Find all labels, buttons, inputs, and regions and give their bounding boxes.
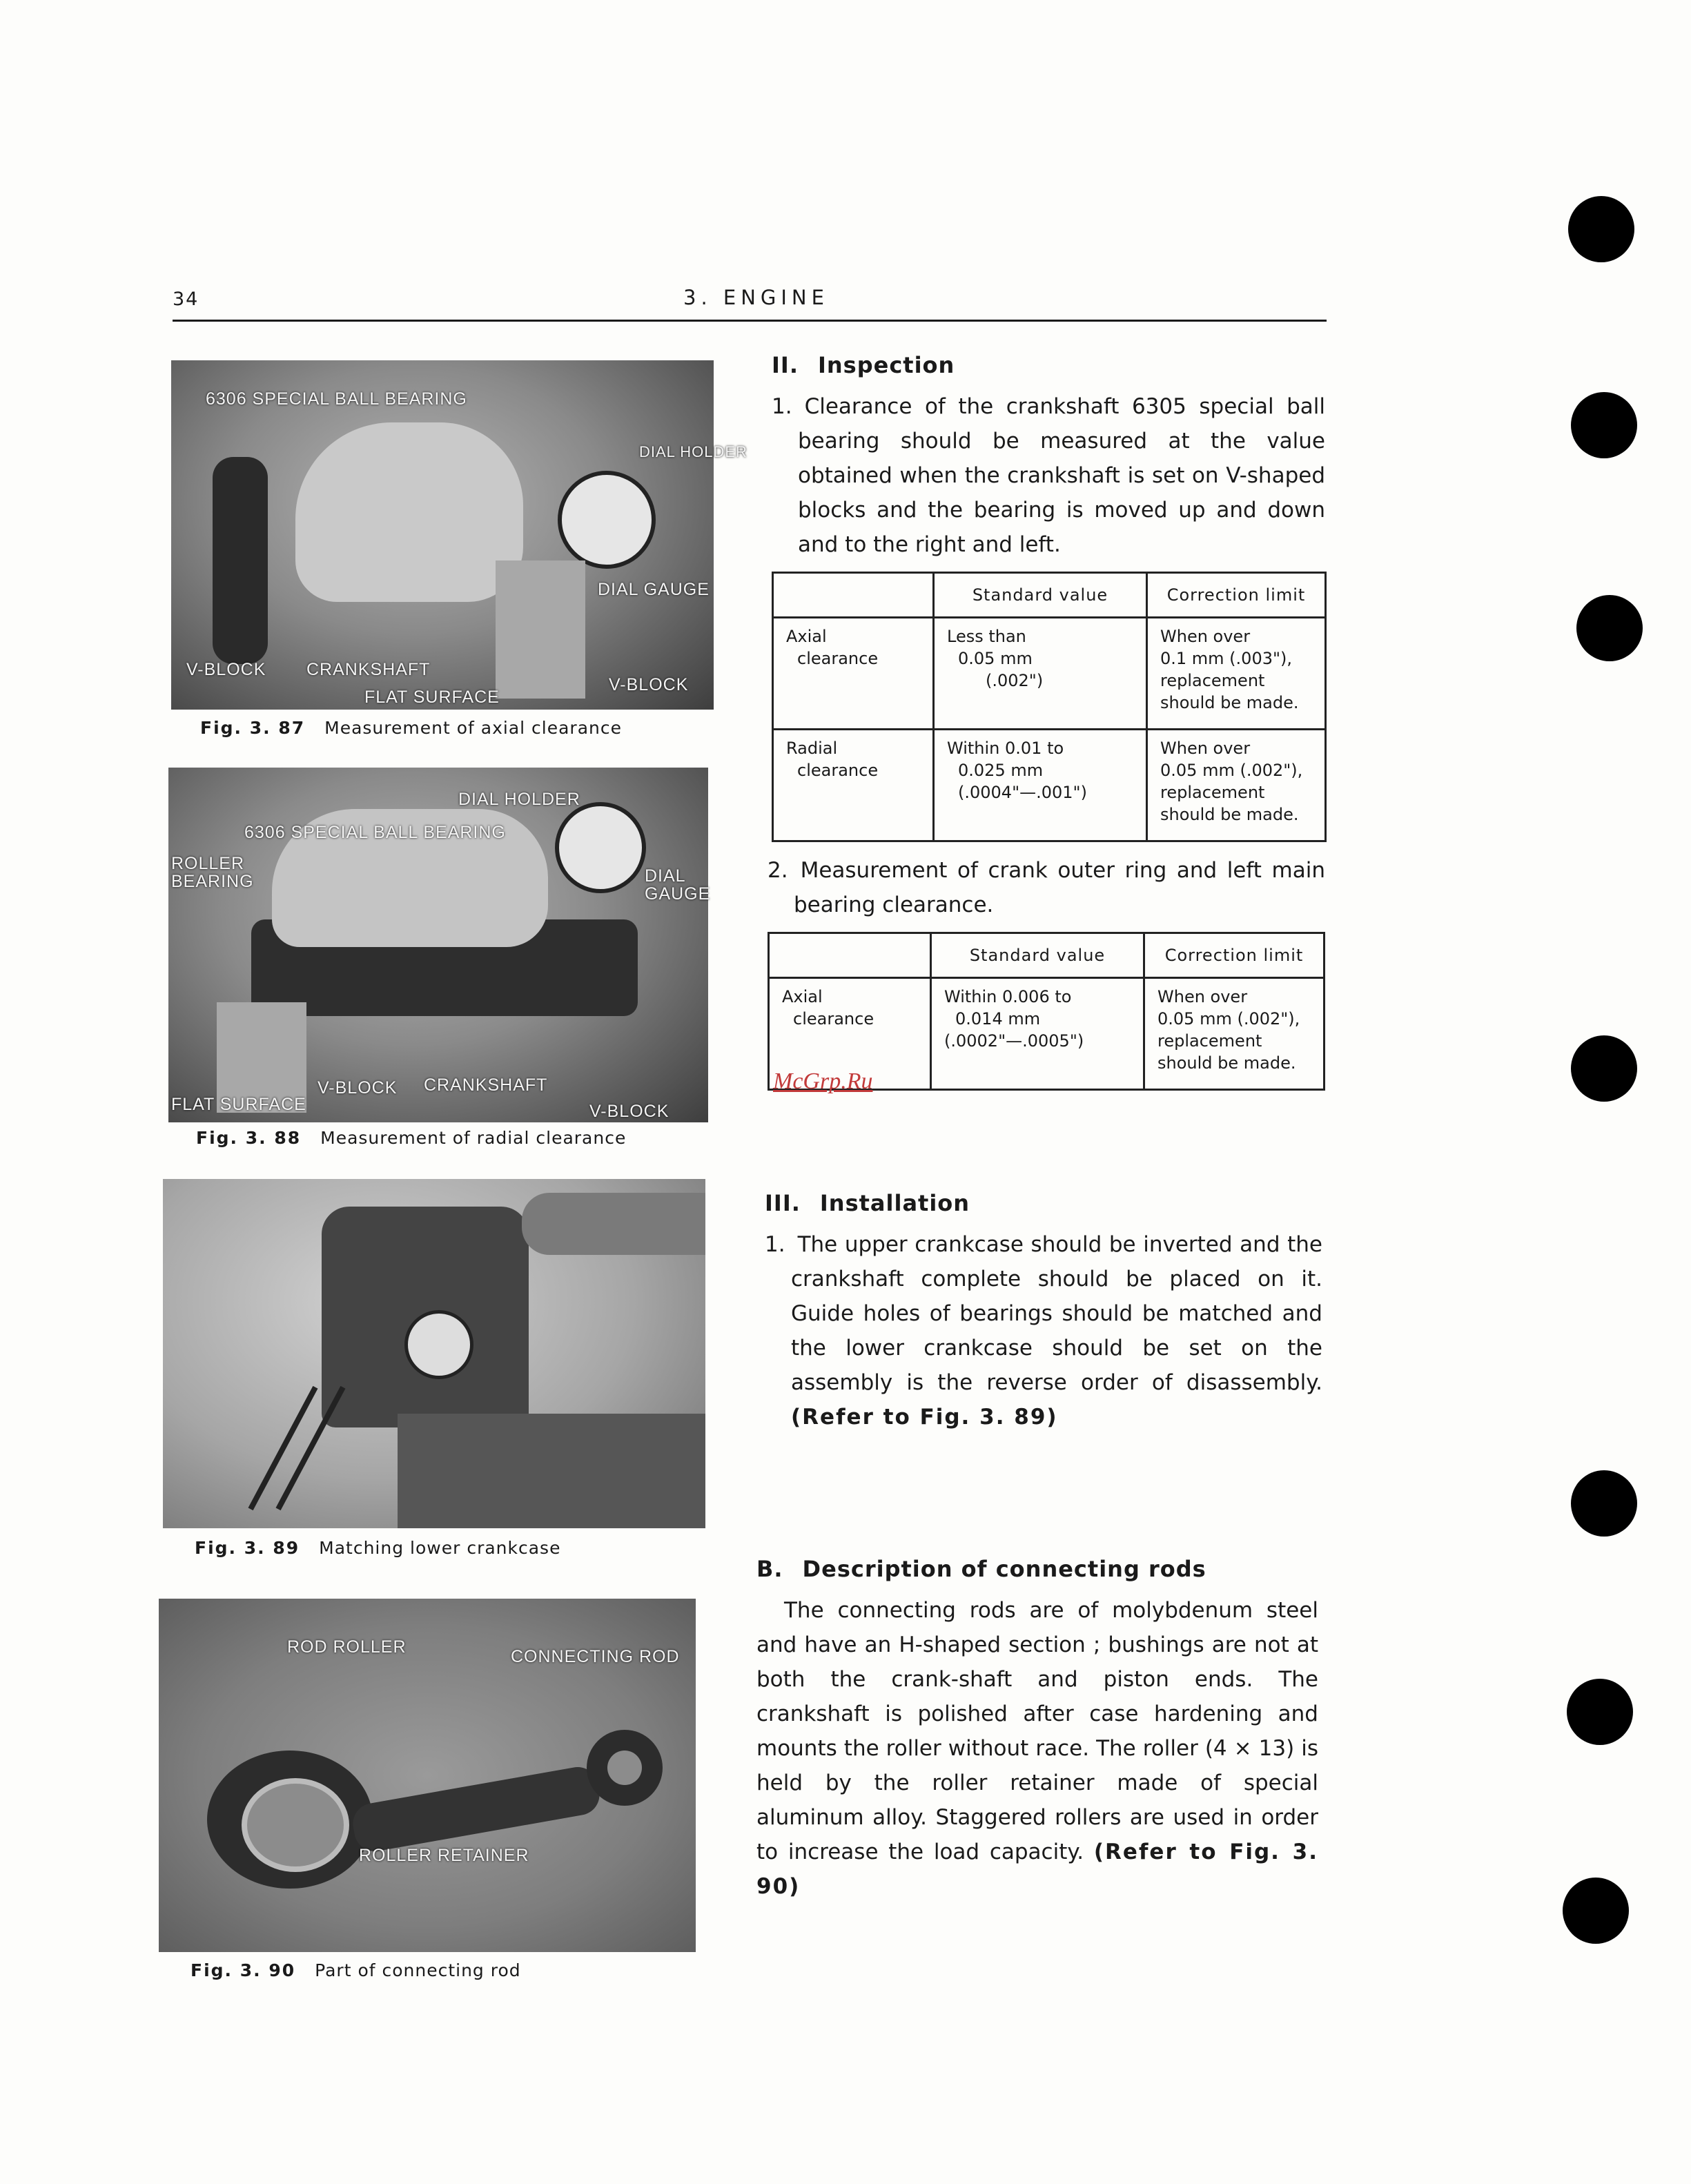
label-crankshaft: CRANKSHAFT — [306, 660, 431, 679]
watermark-link[interactable]: McGrp.Ru — [773, 1069, 873, 1094]
binder-hole — [1571, 1470, 1637, 1537]
section-heading-connecting-rods — [756, 1556, 1206, 1582]
table-header-blank — [773, 573, 934, 618]
chapter-title: 3. ENGINE — [683, 286, 829, 309]
figure-3-88-caption — [196, 1128, 626, 1148]
figure-3-90-caption — [190, 1960, 521, 1980]
inspection-paragraph-1 — [772, 389, 1325, 562]
caption-number: Fig. 3. 90 — [190, 1960, 296, 1980]
section-heading-installation — [765, 1190, 970, 1216]
paragraph-text: The upper crankcase should be inverted and the crankshaft complete should be placed on it. Guide holes of bearings should be matched and the lower crankcase should be set on the assembly is the reverse order of disassembly. — [791, 1232, 1322, 1395]
label-v-block-left: V-BLOCK — [186, 660, 266, 679]
label-dial-holder: DIAL HOLDER — [458, 790, 580, 809]
label-special-ball-bearing: 6306 SPECIAL BALL BEARING — [244, 823, 506, 842]
inspection-paragraph-2 — [768, 853, 1325, 922]
binder-hole — [1571, 1035, 1637, 1102]
row-standard: Within 0.006 to 0.014 mm (.0002"—.0005") — [931, 978, 1144, 1090]
label-roller-retainer: ROLLER RETAINER — [359, 1846, 529, 1865]
page-number: 34 — [173, 289, 199, 310]
table-header-limit: Correction limit — [1147, 573, 1326, 618]
caption-number: Fig. 3. 88 — [196, 1128, 302, 1148]
binder-hole — [1568, 196, 1634, 262]
row-item: Radial clearance — [773, 730, 934, 841]
row-item: Axial clearance — [773, 618, 934, 730]
label-flat-surface: FLAT SURFACE — [171, 1095, 306, 1114]
table-header-standard: Standard value — [934, 573, 1147, 618]
label-crankshaft: CRANKSHAFT — [424, 1075, 548, 1095]
table-header-limit: Correction limit — [1144, 933, 1325, 978]
section-title: Description of connecting rods — [802, 1556, 1206, 1582]
figure-3-88-photo — [168, 768, 711, 1122]
row-limit: When over 0.1 mm (.003"), replacement should be made. — [1147, 618, 1326, 730]
paragraph-text: The connecting rods are of molybdenum steel and have an H-shaped section ; bushings are not at both the crank-shaft and piston ends. The crankshaft is polished after case hardening and mounts the roller without race. The roller (4 × 13) is held by the roller retainer made of special aluminum alloy. Staggered rollers are used in order to increase the load capacity. — [756, 1598, 1318, 1864]
paragraph-number: 1. — [765, 1232, 785, 1257]
section-heading-inspection — [772, 352, 955, 378]
label-dial-holder: DIAL HOLDER — [639, 443, 747, 460]
binder-hole — [1563, 1878, 1629, 1944]
paragraph-text: Clearance of the crankshaft 6305 special ball bearing should be measured at the value obtained when the crankshaft is set on V-shaped blocks and the bearing is moved up and down and to the right and left. — [798, 394, 1325, 557]
paragraph-text: Measurement of crank outer ring and left main bearing clearance. — [794, 858, 1325, 917]
paragraph-number: 2. — [768, 858, 788, 883]
caption-text: Measurement of radial clearance — [320, 1128, 627, 1148]
description-paragraph-1 — [756, 1593, 1318, 1904]
row-limit: When over 0.05 mm (.002"), replacement should be made. — [1144, 978, 1325, 1090]
table-row — [773, 730, 1326, 841]
label-v-block-left: V-BLOCK — [317, 1078, 398, 1098]
row-item: Axial clearance — [769, 978, 931, 1090]
section-number: II. — [772, 352, 799, 378]
row-standard: Within 0.01 to 0.025 mm (.0004"—.001") — [934, 730, 1147, 841]
label-special-ball-bearing: 6306 SPECIAL BALL BEARING — [206, 389, 467, 409]
label-dial-gauge: DIAL GAUGE — [645, 866, 711, 904]
section-title: Installation — [819, 1190, 970, 1216]
label-rod-roller: ROD ROLLER — [287, 1637, 407, 1657]
caption-number: Fig. 3. 87 — [200, 718, 306, 738]
binder-hole — [1576, 595, 1643, 661]
caption-text: Measurement of axial clearance — [324, 718, 622, 738]
figure-3-89-photo — [163, 1179, 705, 1528]
figure-reference: (Refer to Fig. 3. 89) — [791, 1405, 1058, 1430]
figure-reference: (Refer to Fig. 3. 90) — [756, 1840, 1318, 1899]
label-flat-surface: FLAT SURFACE — [364, 688, 500, 707]
binder-hole — [1571, 392, 1637, 458]
label-v-block-right: V-BLOCK — [609, 675, 689, 694]
table-header-blank — [769, 933, 931, 978]
figure-3-87-photo — [171, 360, 747, 710]
figure-3-90-photo — [159, 1599, 696, 1952]
table-row — [773, 618, 1326, 730]
section-title: Inspection — [817, 352, 955, 378]
figure-3-89-caption — [195, 1538, 560, 1558]
label-dial-gauge: DIAL GAUGE — [598, 580, 710, 599]
section-number: B. — [756, 1556, 783, 1582]
label-connecting-rod: CONNECTING ROD — [511, 1647, 680, 1666]
section-number: III. — [765, 1190, 801, 1216]
caption-text: Matching lower crankcase — [319, 1538, 561, 1558]
label-v-block-right: V-BLOCK — [589, 1102, 669, 1121]
inspection-table-1 — [772, 572, 1327, 842]
table-header-standard: Standard value — [931, 933, 1144, 978]
caption-number: Fig. 3. 89 — [195, 1538, 300, 1558]
label-roller-bearing: ROLLER BEARING — [171, 854, 254, 891]
caption-text: Part of connecting rod — [315, 1960, 521, 1980]
row-limit: When over 0.05 mm (.002"), replacement should be made. — [1147, 730, 1326, 841]
figure-3-87-caption — [200, 718, 622, 738]
header-rule — [173, 320, 1327, 322]
row-standard: Less than 0.05 mm (.002") — [934, 618, 1147, 730]
paragraph-number: 1. — [772, 394, 792, 419]
inspection-table-2 — [768, 932, 1325, 1091]
installation-paragraph-1 — [765, 1227, 1322, 1434]
binder-hole — [1567, 1679, 1633, 1745]
